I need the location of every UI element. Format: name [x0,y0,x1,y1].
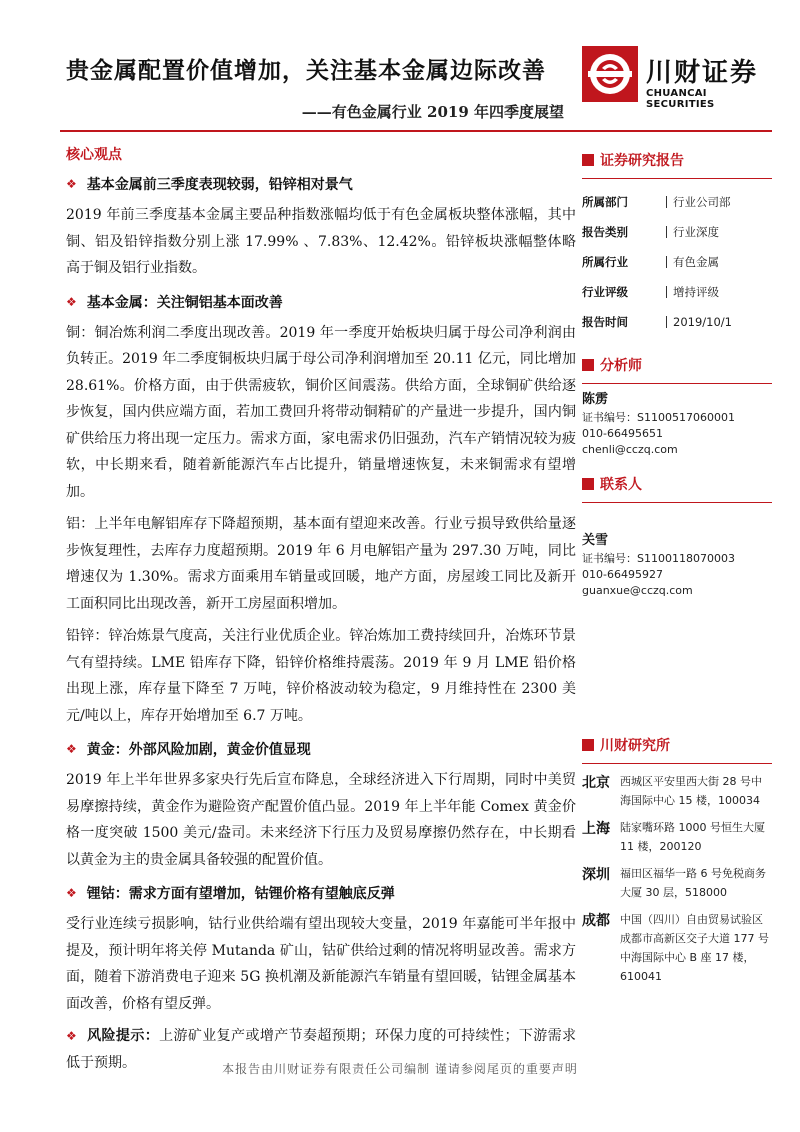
divider [582,178,772,179]
logo-chinese-name: 川财证券 [646,58,759,88]
core-views-title: 核心观点 [66,147,122,163]
report-info-heading: 证券研究报告 [582,150,772,170]
diamond-bullet-icon: ❖ [66,294,77,309]
report-subtitle: ——有色金属行业 2019 年四季度展望 [301,103,564,121]
logo-english-name: CHUANCAI SECURITIES [646,88,715,110]
contact-email[interactable]: guanxue@cczq.com [582,584,693,597]
institute-heading: 川财研究所 [582,735,772,755]
section-heading: ❖ 基本金属前三季度表现较弱，铅锌相对景气 [66,177,353,193]
section-heading: ❖ 黄金：外部风险加剧，黄金价值显现 [66,742,311,758]
diamond-bullet-icon: ❖ [66,742,77,756]
square-bullet-icon [582,154,594,166]
analyst-email[interactable]: chenli@cczq.com [582,443,678,456]
contact-card: 关雪 证书编号：S1100118070003 010-66495927 guanxue@cczq.com [582,533,772,599]
section-heading: ❖ 锂钴：需求方面有望增加，钴锂价格有望触底反弹 [66,886,395,902]
office-shenzhen: 深圳 福田区福华一路 6 号免税商务大厦 30 层，518000 [582,867,766,899]
office-shanghai: 上海 陆家嘴环路 1000 号恒生大厦 11 楼，200120 [582,821,765,853]
divider [582,763,772,764]
chuancai-logo-icon [582,46,638,102]
info-row: 所属行业 有色金属 [582,255,719,269]
paragraph: 铜：铜冶炼利润二季度出现改善。2019 年一季度开始板块归属于母公司净利润由负转正。2019 年二季度铜板块归属于母公司净利润增加至 20.11 亿元，同比增加 28.61%。价格方面，由于供需疲软，铜价区间震荡。供给方面，全球铜矿供给逐步恢复，国内供应端方面，若加工费回升将带动铜精矿的产量进一步提升，国内铜矿供给压力将出现一定压力。需求方面，家电需求仍旧强劲，汽车产销情况较为疲软，中长期来看，随着新能源汽车占比提升，销量增速恢复，未来铜需求有望增加。 [66,324,576,500]
diamond-bullet-icon: ❖ [66,1029,78,1043]
paragraph: 2019 年前三季度基本金属主要品种指数涨幅均低于有色金属板块整体涨幅，其中铜、铝及铅锌指数分别上涨 17.99% 、7.83%、12.42%。铅锌板块涨幅整体略高于铜及铝行业指数。 [66,207,576,276]
report-title: 贵金属配置价值增加，关注基本金属边际改善 [66,57,546,84]
contact-heading: 联系人 [582,474,772,494]
info-row: 行业评级 增持评级 [582,285,719,299]
company-logo [582,44,772,110]
paragraph: 铝：上半年电解铝库存下降超预期，基本面有望迎来改善。行业亏损导致供给量逐步恢复理性，去库存力度超预期。2019 年 6 月电解铝产量为 297.30 万吨，同比增速仅为 1.30%。需求方面乘用车销量或回暖，地产方面，房屋竣工同比及新开工面积同比出现改善，新开工房屋面积增加。 [66,516,576,612]
analyst-heading: 分析师 [582,355,772,375]
diamond-bullet-icon: ❖ [66,886,77,900]
paragraph: 铅锌：锌冶炼景气度高，关注行业优质企业。锌冶炼加工费持续回升，冶炼环节景气有望持续。LME 铅库存下降，铅锌价格维持震荡。2019 年 9 月 LME 铅价格出现上涨，库存量下降至 7 万吨，锌价格波动较为稳定，9 月维持性在 2300 美元/吨以上，库存开始增加至 6.7 万吨。 [66,628,576,724]
analyst-card: 陈雳 证书编号：S1100517060001 010-66495651 chenli@cczq.com [582,392,772,458]
section-heading: ❖ 基本金属：关注铜铝基本面改善 [66,294,283,311]
office-beijing: 北京 西城区平安里西大街 28 号中海国际中心 15 楼，100034 [582,775,762,807]
divider [582,502,772,503]
paragraph: 2019 年上半年世界多家央行先后宣布降息，全球经济进入下行周期，同时中美贸易摩擦持续，黄金作为避险资产配置价值凸显。2019 年上半年能 Comex 黄金价格一度突破 1500 美元/盎司。未来经济下行压力及贸易摩擦仍然存在，中长期看以黄金为主的贵金属具备较强的配置价值。 [66,772,576,868]
header-divider [60,130,772,132]
info-row: 报告时间 2019/10/1 [582,315,732,329]
diamond-bullet-icon: ❖ [66,177,77,191]
footer-disclaimer: 本报告由川财证券有限责任公司编制 谨请参阅尾页的重要声明 [222,1062,578,1076]
office-chengdu: 成都 中国（四川）自由贸易试验区成都市高新区交子大道 177 号中海国际中心 B 座 17 楼，610041 [582,913,769,983]
core-views-column [66,144,576,1082]
info-row: 所属部门 行业公司部 [582,195,731,209]
divider [582,383,772,384]
info-row: 报告类别 行业深度 [582,225,719,239]
paragraph: 受行业连续亏损影响，钴行业供给端有望出现较大变量，2019 年嘉能可半年报中提及，预计明年将关停 Mutanda 矿山，钴矿供给过剩的情况将明显改善。需求方面，随着下游消费电子迎来 5G 换机潮及新能源汽车销量有望回暖，钴锂金属基本面改善，价格有望反弹。 [66,916,576,1012]
sidebar [582,150,772,994]
square-bullet-icon [582,478,594,490]
risk-warning: ❖ 风险提示：上游矿业复产或增产节奏超预期；环保力度的可持续性；下游需求低于预期。 [66,1028,577,1071]
square-bullet-icon [582,739,594,751]
square-bullet-icon [582,359,594,371]
